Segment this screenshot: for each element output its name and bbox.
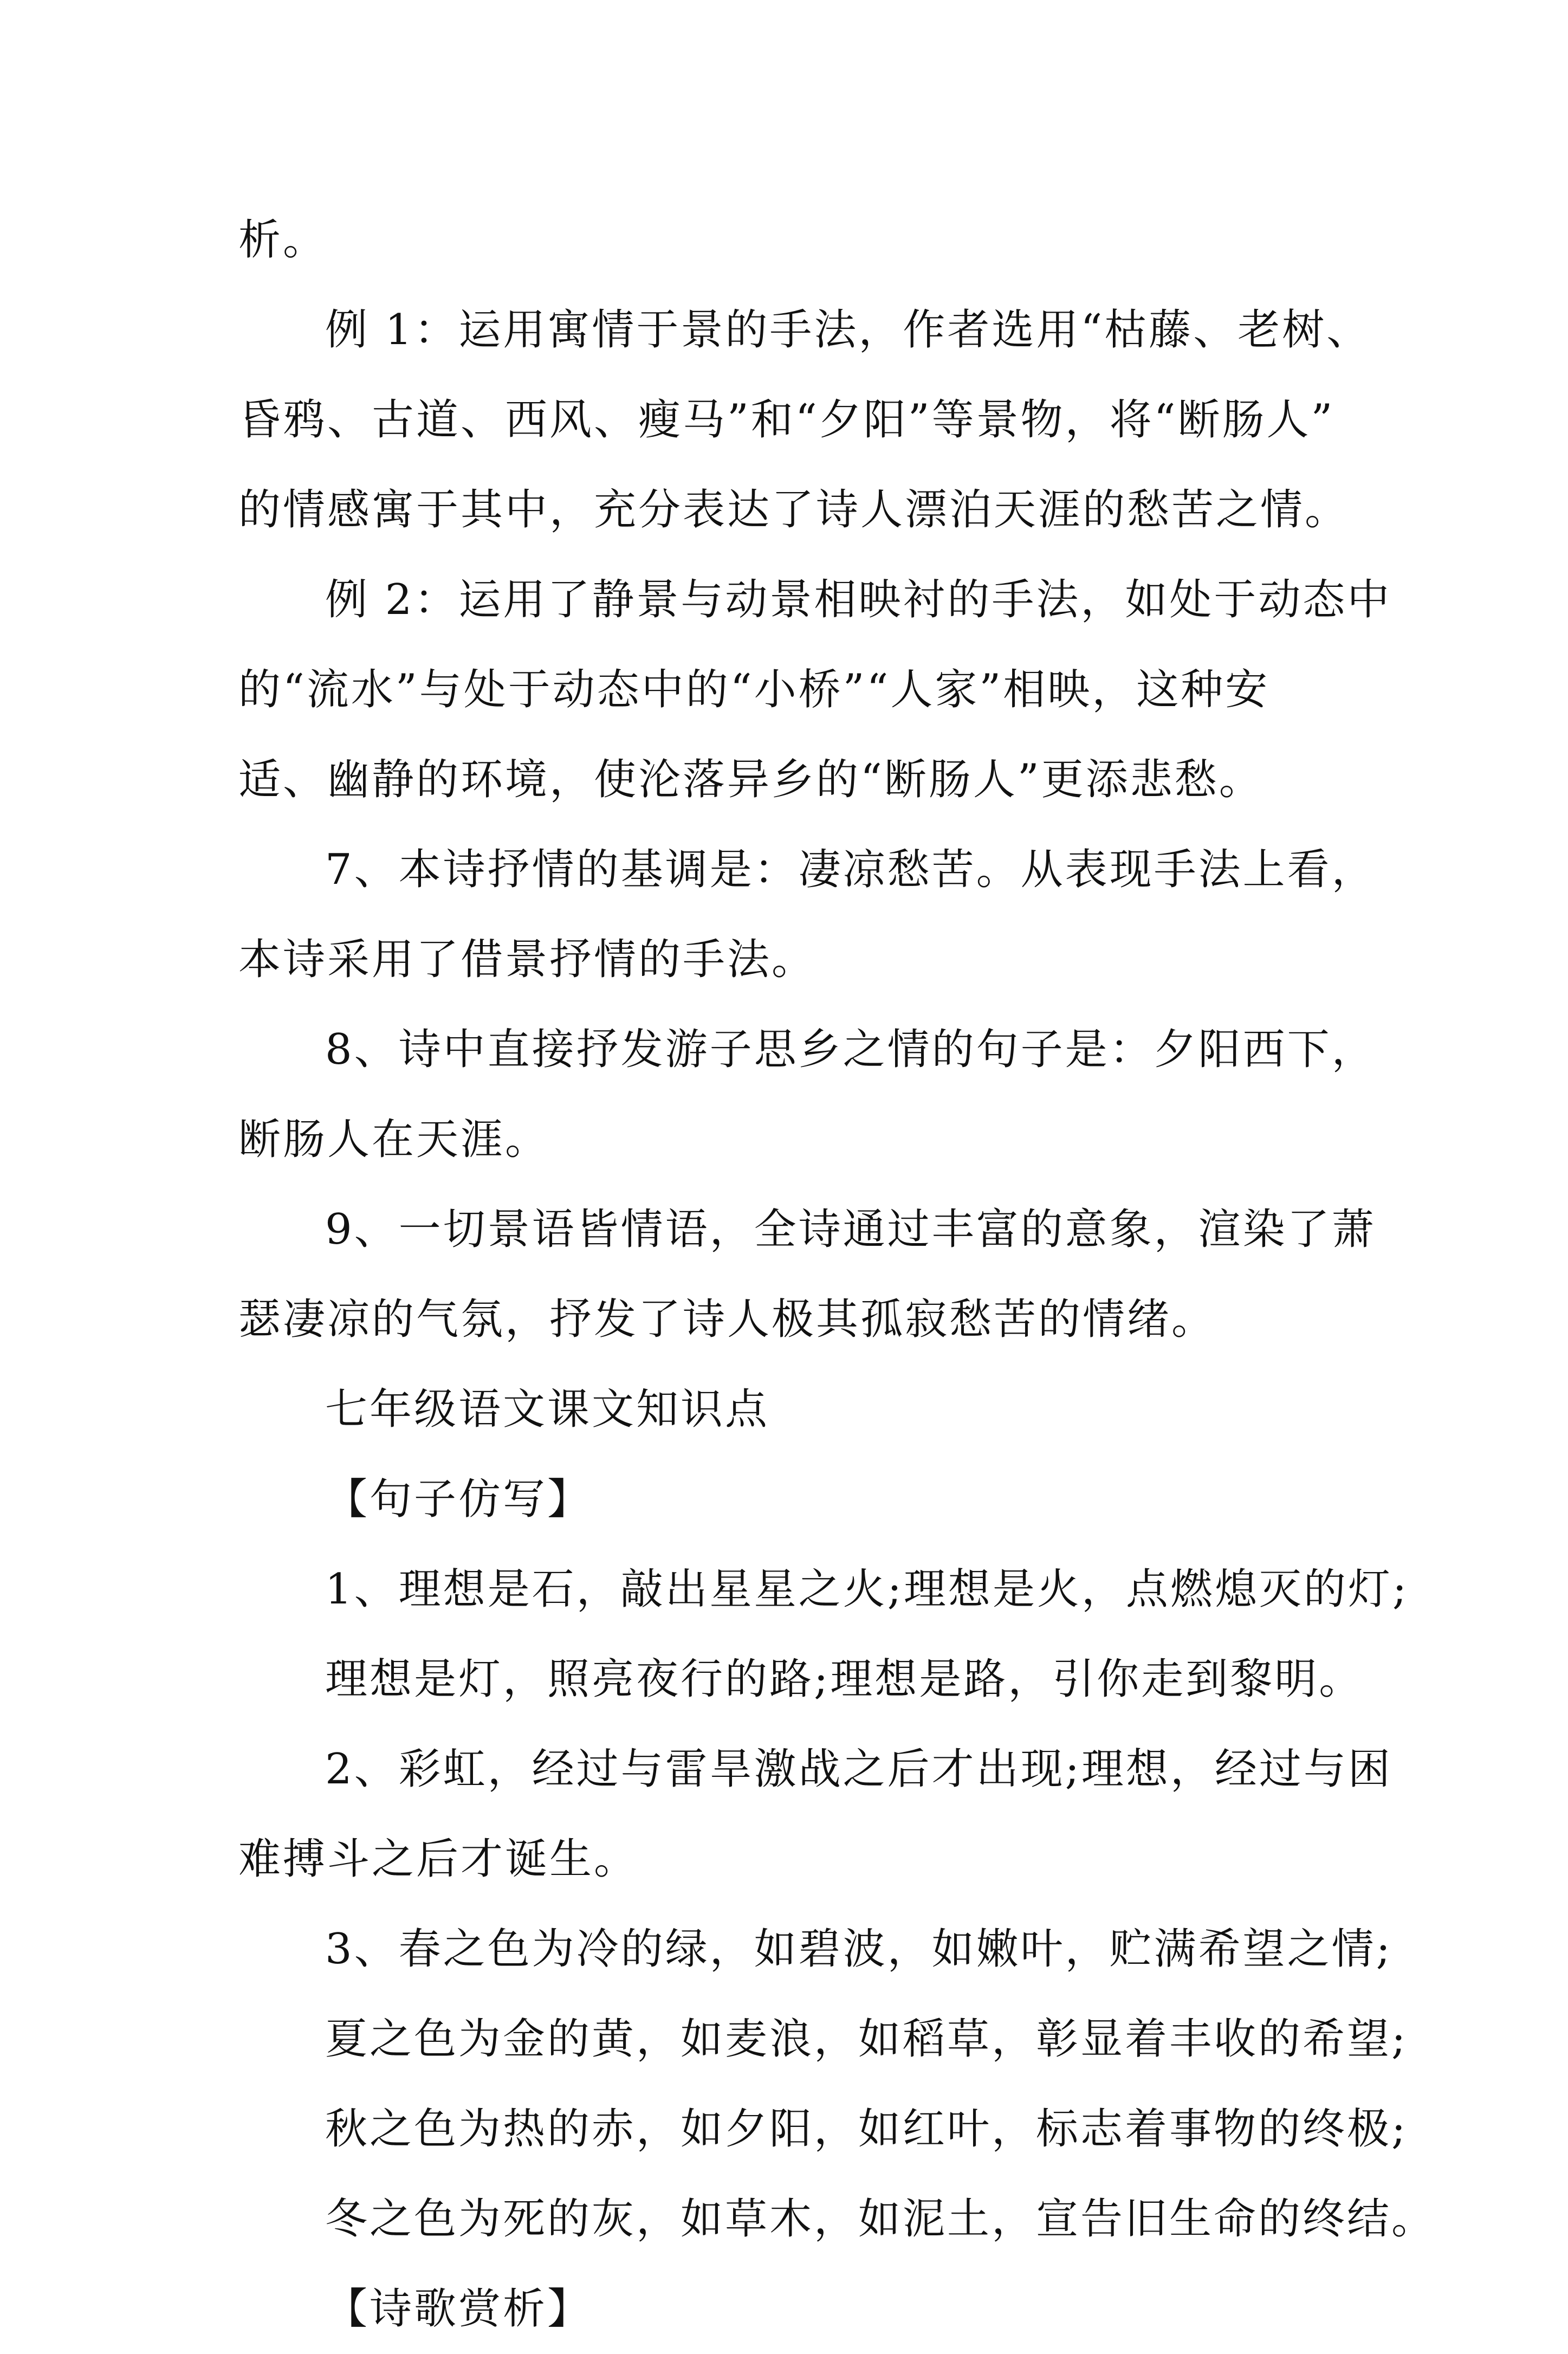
subsection-heading: 【句子仿写】 <box>325 1475 592 1524</box>
text-line: 3、春之色为冷的绿，如碧波，如嫩叶，贮满希望之情; <box>325 1925 1392 1974</box>
text-line: 断肠人在天涯。 <box>238 1115 550 1164</box>
text-line: 2、彩虹，经过与雷旱激战之后才出现;理想，经过与困 <box>325 1745 1392 1794</box>
text-line: 瑟凄凉的气氛，抒发了诗人极其孤寂愁苦的情绪。 <box>238 1295 1216 1344</box>
document-body <box>238 195 1436 2354</box>
text-line: 9、一切景语皆情语，全诗通过丰富的意象，渲染了萧 <box>325 1205 1376 1254</box>
text-line: 例 1：运用寓情于景的手法，作者选用“枯藤、老树、 <box>325 306 1371 354</box>
text-line: 理想是灯，照亮夜行的路;理想是路，引你走到黎明。 <box>325 1655 1364 1704</box>
text-line: 昏鸦、古道、西风、瘦马”和“夕阳”等景物，将“断肠人” <box>238 396 1335 444</box>
text-line: 本诗采用了借景抒情的手法。 <box>238 935 817 984</box>
text-line: 的“流水”与处于动态中的“小桥”“人家”相映，这种安 <box>238 665 1270 714</box>
text-line: 冬之色为死的灰，如草木，如泥土，宣告旧生命的终结。 <box>325 2195 1436 2243</box>
subsection-heading: 【诗歌赏析】 <box>325 2285 592 2333</box>
text-line: 例 2：运用了静景与动景相映衬的手法，如处于动态中 <box>325 575 1392 624</box>
text-line: 夏之色为金的黄，如麦浪，如稻草，彰显着丰收的希望; <box>325 2015 1408 2064</box>
text-line: 难搏斗之后才诞生。 <box>238 1835 639 1884</box>
text-line: 7、本诗抒情的基调是：凄凉愁苦。从表现手法上看， <box>325 845 1376 894</box>
text-line: 8、诗中直接抒发游子思乡之情的句子是：夕阳西下， <box>325 1025 1376 1074</box>
text-line: 析。 <box>238 216 328 264</box>
text-line: 1、理想是石，敲出星星之火;理想是火，点燃熄灭的灯; <box>325 1565 1409 1614</box>
section-heading: 七年级语文课文知识点 <box>325 1385 770 1434</box>
text-line: 秋之色为热的赤，如夕阳，如红叶，标志着事物的终极; <box>325 2105 1408 2153</box>
text-line: 的情感寓于其中，充分表达了诗人漂泊天涯的愁苦之情。 <box>238 486 1350 534</box>
text-line: 适、幽静的环境，使沦落异乡的“断肠人”更添悲愁。 <box>238 755 1264 804</box>
